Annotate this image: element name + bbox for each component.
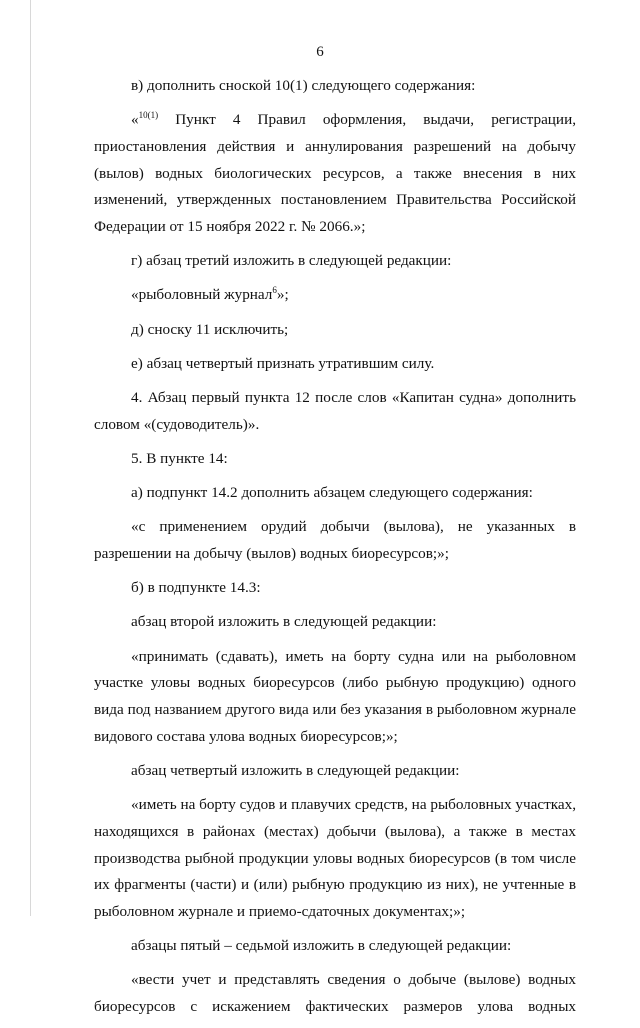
paragraph-fishing-journal: «рыболовный журнал$^6$»; xyxy=(131,285,289,304)
paragraph-subitem-b: б) в подпункте 14.3: xyxy=(131,579,261,597)
paragraph-item-e: е) абзац четвертый признать утратившим силу. xyxy=(131,354,435,372)
paragraph-quote-gear: «с применением орудий добычи (вылова), не указанных в разрешении на добычу (вылов) водных биоресурсов;»; xyxy=(94,518,576,563)
paragraph-point-5: 5. В пункте 14: xyxy=(131,449,228,467)
footnote-marker: 10(1) xyxy=(138,110,159,121)
scan-edge-line xyxy=(30,0,31,916)
document-body xyxy=(94,73,576,1028)
paragraph-fourth-abzac: абзац четвертый изложить в следующей редакции: xyxy=(131,761,460,779)
page-number: 6 xyxy=(316,44,324,60)
paragraph-point-4: 4. Абзац первый пункта 12 после слов «Капитан судна» дополнить словом «(судоводитель)». xyxy=(94,389,576,433)
paragraph-item-d: д) сноску 11 исключить; xyxy=(131,320,289,338)
paragraph-quote-accept: «принимать (сдавать), иметь на борту судна или на рыболовном участке уловы водных биоресурсов (либо рыбную продукцию) одного вида под названием другого вида или без указания в рыболовном журнале видового состава улова водных биоресурсов;»; xyxy=(94,647,576,745)
paragraph-fifth-seventh-abzac: абзацы пятый – седьмой изложить в следующей редакции: xyxy=(131,937,512,955)
paragraph-subitem-a: а) подпункт 14.2 дополнить абзацем следующего содержания: xyxy=(131,484,533,502)
paragraph-footnote-text: «$^{10(1)}$ Пункт 4 Правил оформления, выдачи, регистрации, приостановления действия и аннулирования разрешений на добычу (вылов) водных биологических ресурсов, а также внесения в них изменений, утвержденных постановлением Правительства Российской Федерации от 15 ноября 2022 г. № 2066.»; xyxy=(94,110,576,236)
paragraph-second-abzac: абзац второй изложить в следующей редакции: xyxy=(131,613,437,631)
paragraph-item-g: г) абзац третий изложить в следующей редакции: xyxy=(131,252,452,270)
paragraph-quote-onboard: «иметь на борту судов и плавучих средств, на рыболовных участках, находящихся в районах (местах) добычи (вылова), а также в местах производства рыбной продукции уловы водных биоресурсов (в том числе их фрагменты (части) и (или) рыбную продукцию из них), не учтенные в рыболовном журнале и приемо-сдаточных документах;»; xyxy=(94,796,576,920)
footnote-marker: 6 xyxy=(272,285,277,296)
paragraph-footnote-intro: в) дополнить сноской 10(1) следующего содержания: xyxy=(131,77,476,94)
paragraph-quote-records: «вести учет и представлять сведения о добыче (вылове) водных биоресурсов с искажением фактических размеров улова водных xyxy=(94,971,576,1016)
